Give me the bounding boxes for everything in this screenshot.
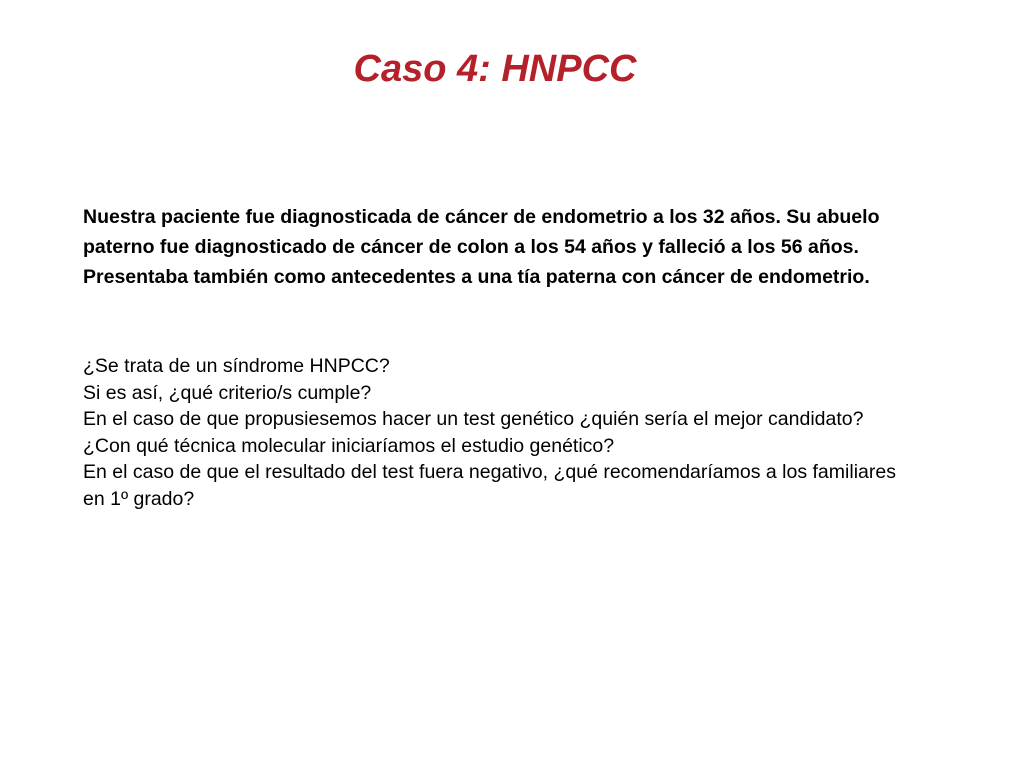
question-item: Si es así, ¿qué criterio/s cumple? (83, 381, 372, 404)
case-description: Nuestra paciente fue diagnosticada de cáncer de endometrio a los 32 años. Su abuelo paterno fue diagnosticado de cáncer de colon a los 54 años y falleció a los 56 años. Presentaba también como antecedentes a una tía paterna con cáncer de endometrio. (83, 206, 880, 288)
question-item: ¿Con qué técnica molecular iniciaríamos el estudio genético? (83, 434, 615, 457)
question-list (83, 353, 923, 512)
question-item: En el caso de que propusiesemos hacer un test genético ¿quién sería el mejor candidato? (83, 408, 864, 430)
slide-title: Caso 4: HNPCC (353, 48, 637, 90)
question-item: En el caso de que el resultado del test fuera negativo, ¿qué recomendaríamos a los familiares en 1º grado? (83, 461, 896, 510)
question-item: ¿Se trata de un síndrome HNPCC? (83, 355, 390, 377)
